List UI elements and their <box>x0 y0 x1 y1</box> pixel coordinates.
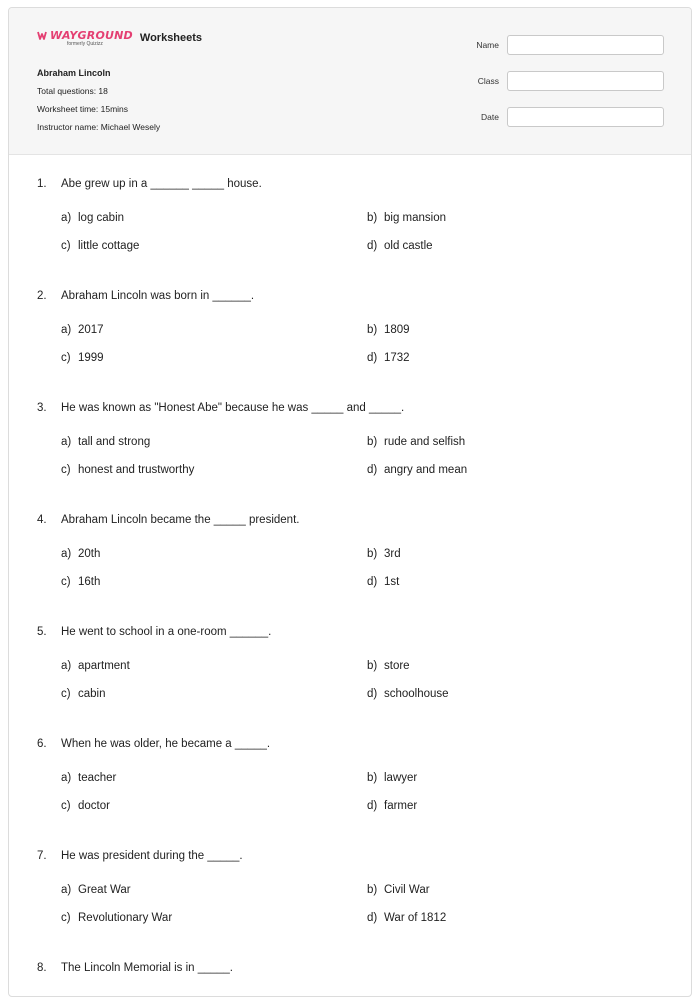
question-text <box>37 514 299 526</box>
option-text: 3rd <box>384 548 401 560</box>
option-text: big mansion <box>384 212 447 224</box>
logo-subtitle: formerly Quizizz <box>67 41 103 47</box>
question-7 <box>9 826 692 938</box>
question-number: 7. <box>37 850 47 862</box>
option-text: 1st <box>384 576 400 588</box>
date-field-row <box>476 106 664 127</box>
option-c[interactable]: c) little cottage <box>61 240 140 252</box>
wayground-logo[interactable] <box>37 30 133 47</box>
option-b[interactable]: b) lawyer <box>367 772 418 784</box>
option-a[interactable]: a) Great War <box>61 884 131 896</box>
option-a[interactable]: a) 20th <box>61 548 101 560</box>
brand <box>37 30 202 47</box>
option-c[interactable]: c) 16th <box>61 576 101 588</box>
question-text <box>37 738 270 750</box>
option-text: angry and mean <box>384 464 468 476</box>
name-field-row <box>476 34 664 55</box>
option-d[interactable]: d) farmer <box>367 800 418 812</box>
option-a[interactable]: a) apartment <box>61 660 130 672</box>
logo-mark-icon <box>37 31 49 40</box>
option-text: 1999 <box>78 352 104 364</box>
worksheet-meta <box>37 67 160 139</box>
total-questions: Total questions: 18 <box>37 86 108 96</box>
question-text <box>37 962 233 974</box>
option-text: schoolhouse <box>384 688 449 700</box>
option-text: honest and trustworthy <box>78 464 195 476</box>
student-fields <box>476 34 664 142</box>
question-prompt: Abraham Lincoln was born in ______. <box>61 290 255 302</box>
name-label: Name <box>476 39 499 50</box>
question-text <box>37 850 243 862</box>
question-number: 3. <box>37 402 47 414</box>
option-d[interactable]: d) 1732 <box>367 352 410 364</box>
question-6 <box>9 714 692 826</box>
question-5 <box>9 602 692 714</box>
class-input[interactable] <box>507 71 664 91</box>
question-1 <box>9 154 692 266</box>
option-c[interactable]: c) cabin <box>61 688 106 700</box>
option-b[interactable]: b) 3rd <box>367 548 401 560</box>
option-c[interactable]: c) Revolutionary War <box>61 912 173 924</box>
option-b[interactable]: b) 1809 <box>367 324 410 336</box>
question-number: 5. <box>37 626 47 638</box>
worksheet-time: Worksheet time: 15mins <box>37 104 129 114</box>
option-text: lawyer <box>384 772 418 784</box>
question-number: 6. <box>37 738 47 750</box>
class-label: Class <box>477 75 499 86</box>
class-field-row <box>476 70 664 91</box>
option-d[interactable]: d) schoolhouse <box>367 688 449 700</box>
question-number: 4. <box>37 514 47 526</box>
question-prompt: He went to school in a one-room ______. <box>61 626 272 638</box>
option-c[interactable]: c) honest and trustworthy <box>61 464 195 476</box>
option-c[interactable]: c) doctor <box>61 800 110 812</box>
option-text: farmer <box>384 800 418 812</box>
section-title: Worksheets <box>139 32 203 44</box>
question-2 <box>9 266 692 378</box>
option-b[interactable]: b) rude and selfish <box>367 436 466 448</box>
worksheet-header <box>9 8 691 155</box>
question-text <box>37 402 404 414</box>
option-text: log cabin <box>78 212 125 224</box>
option-text: teacher <box>78 772 117 784</box>
logo-wordmark <box>37 30 133 41</box>
logo-text: WAYGROUND <box>50 29 133 42</box>
option-text: store <box>384 660 410 672</box>
question-3 <box>9 378 692 490</box>
question-prompt: Abraham Lincoln became the _____ president. <box>61 514 300 526</box>
question-text <box>37 626 271 638</box>
option-d[interactable]: d) 1st <box>367 576 400 588</box>
option-c[interactable]: c) 1999 <box>61 352 104 364</box>
option-a[interactable]: a) tall and strong <box>61 436 151 448</box>
question-prompt: The Lincoln Memorial is in _____. <box>61 962 233 974</box>
option-text: Revolutionary War <box>78 912 173 924</box>
question-number: 2. <box>37 290 47 302</box>
question-prompt: He was known as "Honest Abe" because he was _____ and _____. <box>61 402 405 414</box>
option-d[interactable]: d) War of 1812 <box>367 912 447 924</box>
option-text: rude and selfish <box>384 436 466 448</box>
option-text: apartment <box>78 660 130 672</box>
instructor-name: Instructor name: Michael Wesely <box>37 122 161 132</box>
option-text: doctor <box>78 800 110 812</box>
option-text: War of 1812 <box>384 912 447 924</box>
worksheet-topic: Abraham Lincoln <box>37 68 111 78</box>
option-text: little cottage <box>78 240 140 252</box>
option-text: Great War <box>78 884 131 896</box>
name-input[interactable] <box>507 35 664 55</box>
option-a[interactable]: a) teacher <box>61 772 117 784</box>
option-text: Civil War <box>384 884 430 896</box>
option-text: old castle <box>384 240 433 252</box>
question-prompt: When he was older, he became a _____. <box>61 738 271 750</box>
question-8 <box>9 938 692 997</box>
date-input[interactable] <box>507 107 664 127</box>
option-text: 1809 <box>384 324 410 336</box>
question-prompt: He was president during the _____. <box>61 850 243 862</box>
option-text: 2017 <box>78 324 104 336</box>
option-text: 16th <box>78 576 101 588</box>
option-a[interactable]: a) log cabin <box>61 212 125 224</box>
option-b[interactable]: b) Civil War <box>367 884 430 896</box>
worksheet-page <box>8 7 692 997</box>
option-d[interactable]: d) angry and mean <box>367 464 468 476</box>
option-a[interactable]: a) 2017 <box>61 324 104 336</box>
option-text: 1732 <box>384 352 410 364</box>
option-b[interactable]: b) big mansion <box>367 212 447 224</box>
question-prompt: Abe grew up in a ______ _____ house. <box>61 178 262 190</box>
question-text <box>37 178 262 190</box>
question-4 <box>9 490 692 602</box>
date-label: Date <box>481 111 499 122</box>
option-text: tall and strong <box>78 436 151 448</box>
question-number: 8. <box>37 962 47 974</box>
option-d[interactable]: d) old castle <box>367 240 433 252</box>
question-number: 1. <box>37 178 47 190</box>
question-text <box>37 290 254 302</box>
option-b[interactable]: b) store <box>367 660 410 672</box>
option-text: cabin <box>78 688 106 700</box>
option-text: 20th <box>78 548 101 560</box>
